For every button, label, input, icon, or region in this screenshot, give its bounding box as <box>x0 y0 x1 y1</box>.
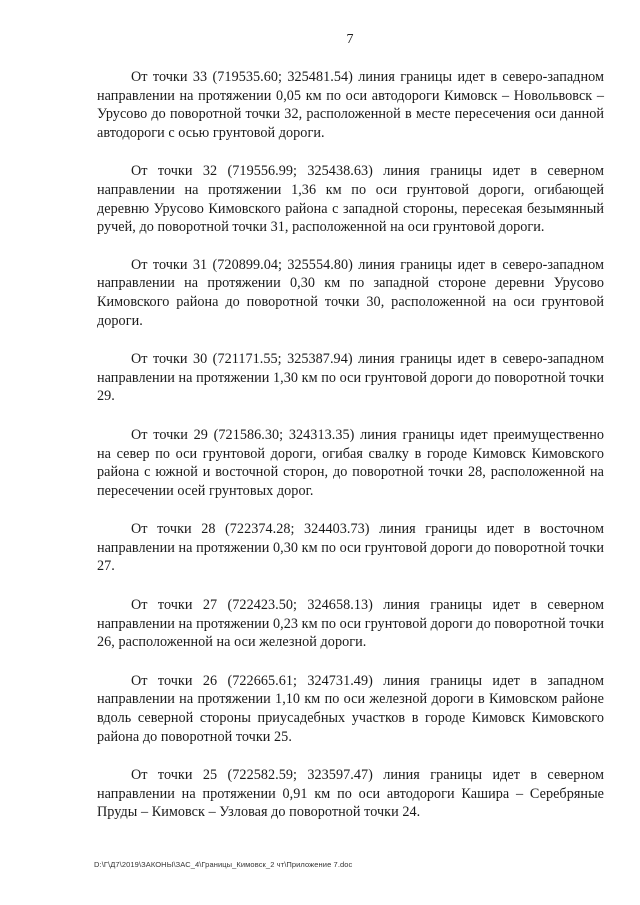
paragraph-point-27: От точки 27 (722423.50; 324658.13) линия границы идет в северном направлении на протяжении 0,23 км по оси грунтовой дороги до поворотной точки 26, расположенной на оси железной дороги. <box>97 597 604 651</box>
document-body <box>97 68 604 842</box>
paragraph-point-29: От точки 29 (721586.30; 324313.35) линия границы идет преимущественно на север по оси грунтовой дороги, огибая свалку в городе Кимовск Кимовского района с южной и восточной сторон, до поворотной точки 28, расположенной на пересечении осей грунтовых дорог. <box>97 426 604 499</box>
paragraph-point-31: От точки 31 (720899.04; 325554.80) линия границы идет в северо-западном направлении на протяжении 0,30 км по западной стороне деревни Урусово Кимовского района до поворотной точки 30, расположенной на оси грунтовой дороги. <box>97 256 604 329</box>
paragraph-point-26: От точки 26 (722665.61; 324731.49) линия границы идет в западном направлении на протяжении 1,10 км по оси железной дороги в Кимовском районе вдоль северной стороны приусадебных участков в городе Кимовск Кимовского района до поворотной точки 25. <box>97 672 604 745</box>
page-number: 7 <box>346 32 354 47</box>
paragraph-point-28: От точки 28 (722374.28; 324403.73) линия границы идет в восточном направлении на протяжении 0,30 км по оси грунтовой дороги до поворотной точки 27. <box>97 521 604 575</box>
paragraph-point-33: От точки 33 (719535.60; 325481.54) линия границы идет в северо-западном направлении на протяжении 0,05 км по оси автодороги Кимовск – Новольвовск – Урусово до поворотной точки 32, расположенной в месте пересечения оси данной автодороги с осью грунтовой дороги. <box>97 69 604 141</box>
paragraph-point-30: От точки 30 (721171.55; 325387.94) линия границы идет в северо-западном направлении на протяжении 1,30 км по оси грунтовой дороги до поворотной точки 29. <box>97 351 604 405</box>
file-path-footer: D:\Г\Д7\2019\ЗАКОНЫ\ЗАС_4\Границы_Кимовск_2 чт\Приложение 7.doc <box>94 860 353 869</box>
paragraph-point-25: От точки 25 (722582.59; 323597.47) линия границы идет в северном направлении на протяжении 0,91 км по оси автодороги Кашира – Серебряные Пруды – Кимовск – Узловая до поворотной точки 24. <box>97 767 604 821</box>
paragraph-point-32: От точки 32 (719556.99; 325438.63) линия границы идет в северном направлении на протяжении 1,36 км по оси грунтовой дороги, огибающей деревню Урусово Кимовского района с западной стороны, пересекая безымянный ручей, до поворотной точки 31, расположенной на оси грунтовой дороги. <box>97 163 604 236</box>
